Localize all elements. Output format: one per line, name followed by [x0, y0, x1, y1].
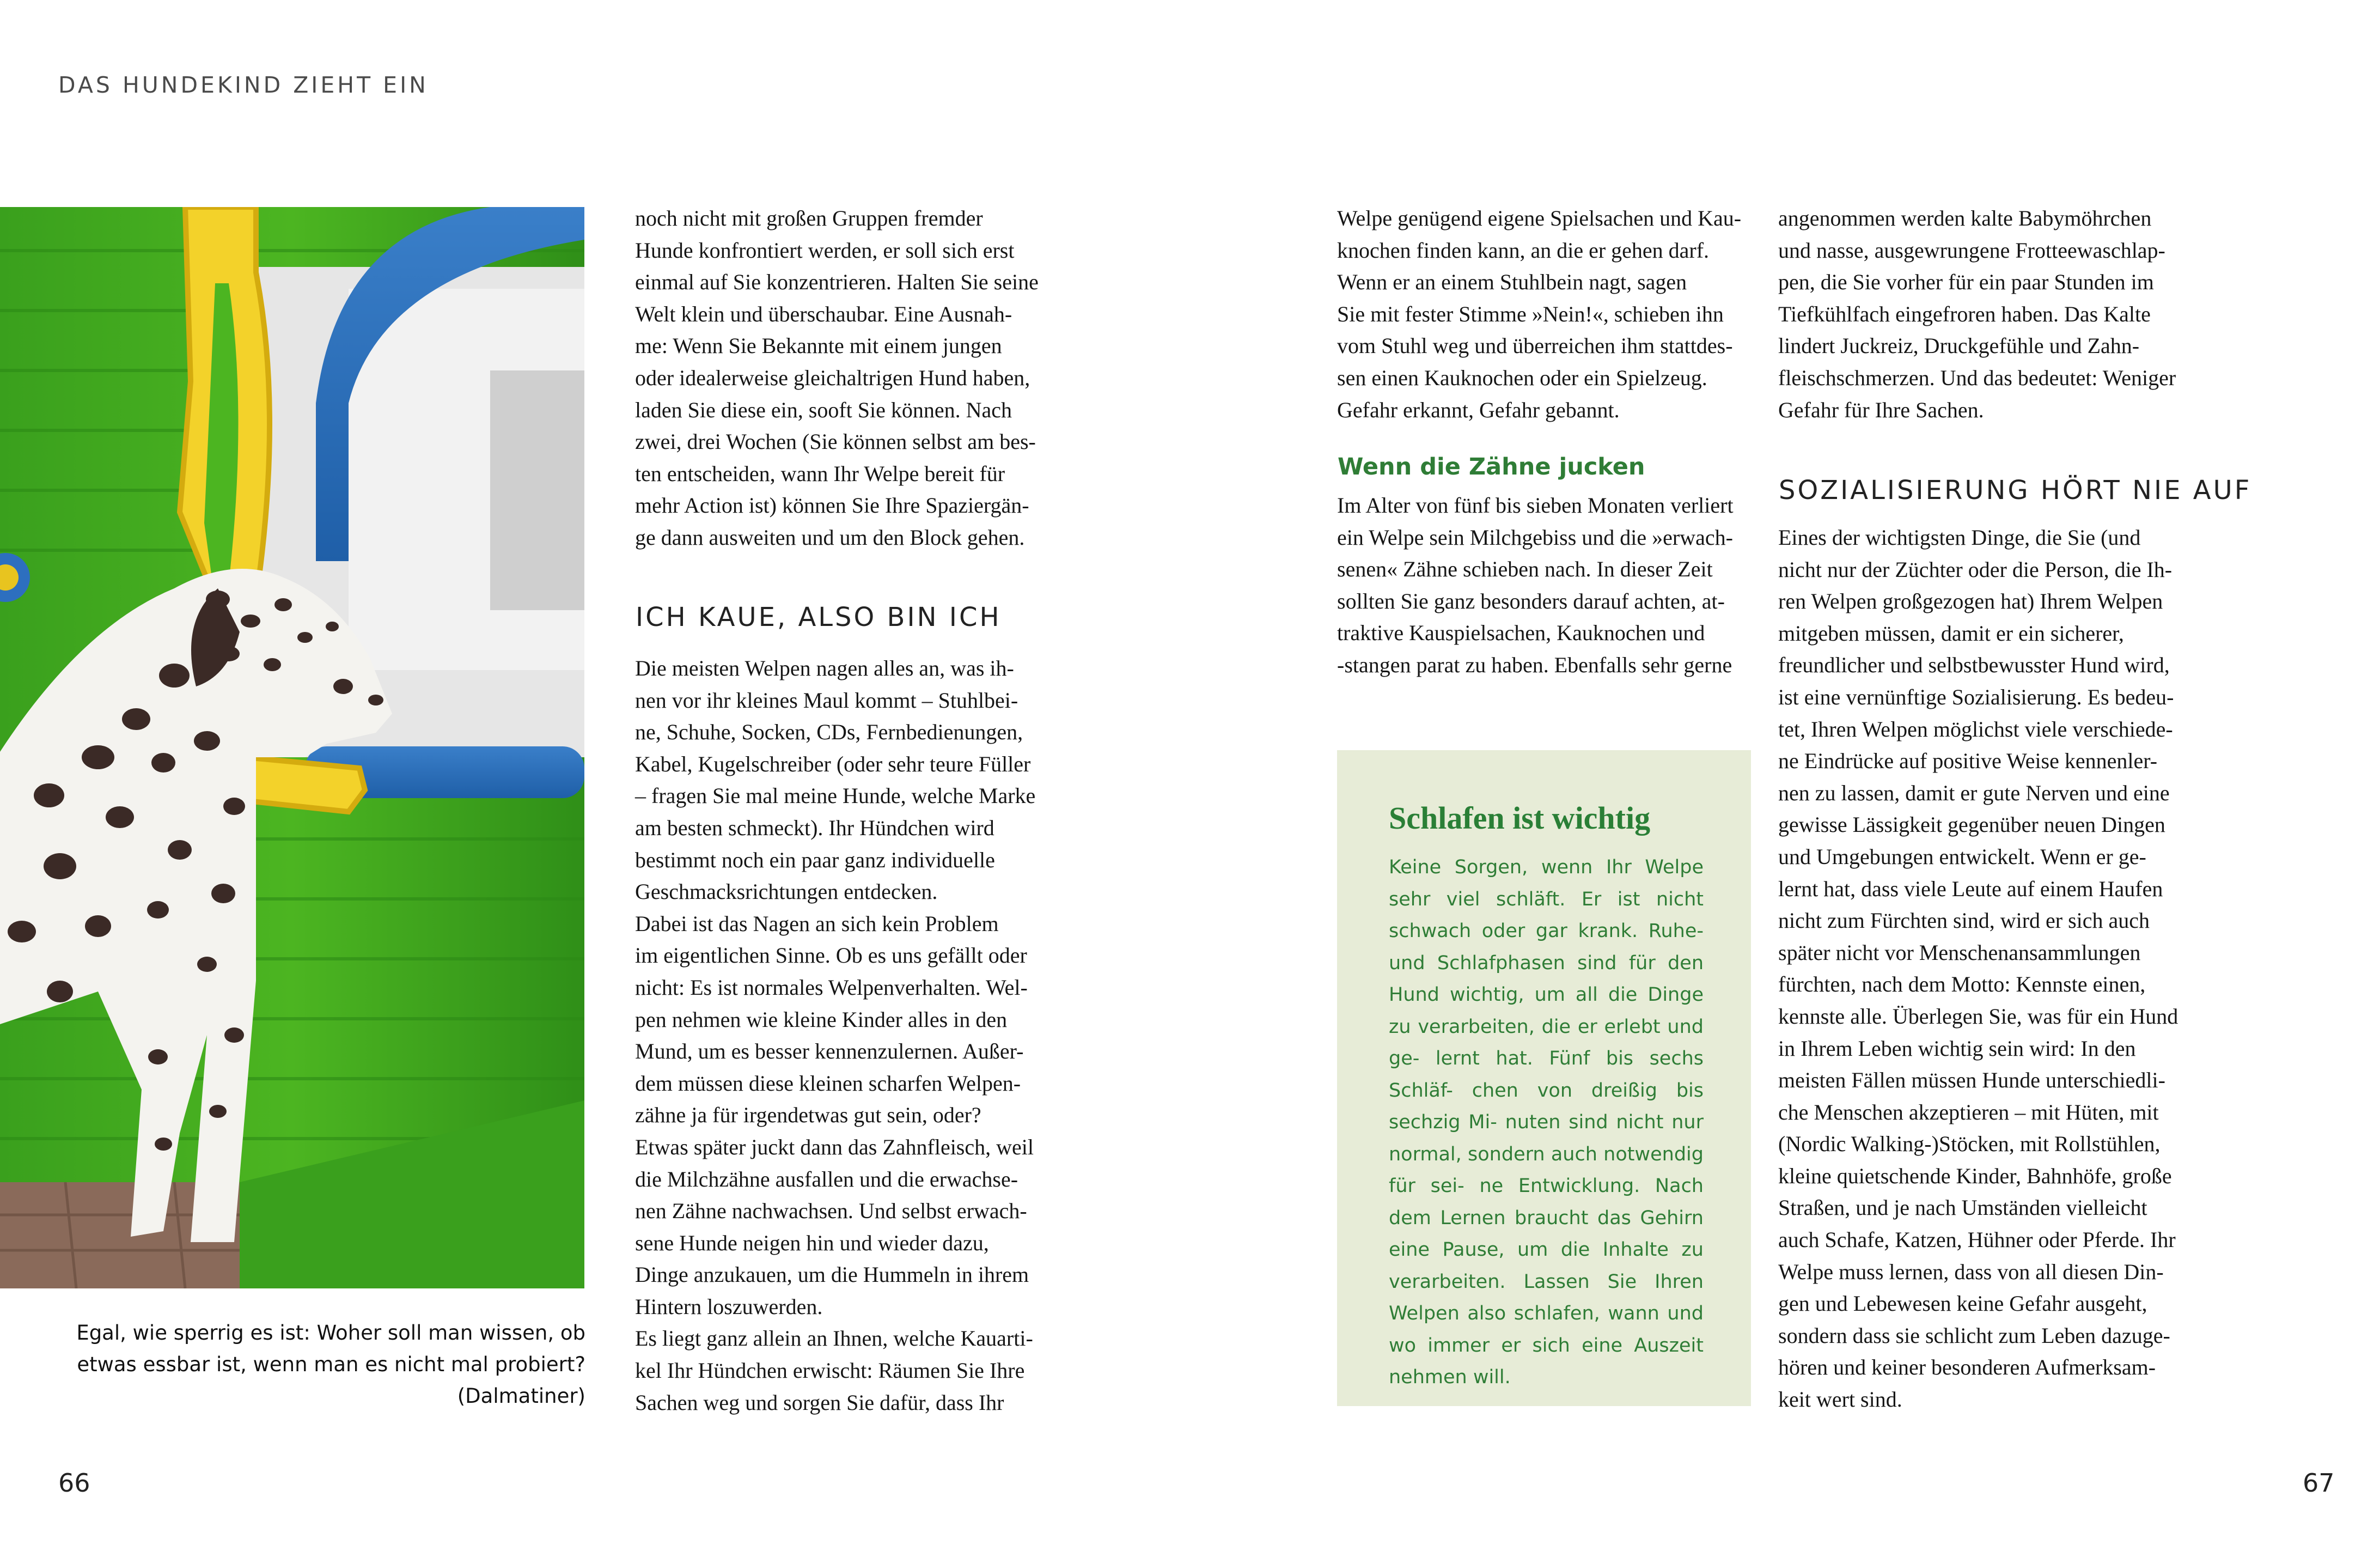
section-heading-kaue: ICH KAUE, ALSO BIN ICH: [636, 602, 1002, 632]
column-1-intro: noch nicht mit großen Gruppen fremder Hunde konfrontiert werden, er soll sich erst einmal auf Sie konzentrieren. Halten Sie seine Welt klein und überschaubar. Eine Ausnah- me: Wenn Sie Bekannte mit einem jungen oder idealerweise gleichaltrigen Hund haben, laden Sie diese ein, sooft Sie können. Nach zwei, drei Wochen (Sie können selbst am bes- ten entscheiden, wann Ihr Welpe bereit für mehr Action ist) können Sie Ihre Spaziergän- ge dann ausweiten und um den Block gehen.: [635, 206, 1039, 550]
running-head: DAS HUNDEKIND ZIEHT EIN: [58, 72, 429, 98]
column-4-body: Eines der wichtigsten Dinge, die Sie (und nicht nur der Züchter oder die Person, die Ih- ren Welpen großgezogen hat) Ihrem Welpen mitgeben müssen, damit er ein sicherer, freundlicher und selbstbewusster Hund wird, ist eine vernünftige Sozialisierung. Es bedeu- tet, Ihren Welpen möglichst viele verschiede- ne Eindrücke auf positive Weise kennenler- nen zu lassen, damit er gute Nerven und eine gewisse Lässigkeit gegenüber neuen Dingen und Umgebungen entwickelt. Wenn er ge- lernt hat, dass viele Leute auf einem Haufen nicht zum Fürchten sind, wird er sich auch später nicht vor Menschenansammlungen fürchten, nach dem Motto: Kennste einen, kennste alle. Überlegen Sie, was für ein Hund in Ihrem Leben wichtig sein wird: In den meisten Fällen müssen Hunde unterschiedli- che Menschen akzeptieren – mit Hüten, mit (Nordic Walking-)Stöcken, mit Rollstühlen, kleine quietschende Kinder, Bahnhöfe, große Straßen, und je nach Umständen vielleicht auch Schafe, Katzen, Hühner oder Pferde. Ihr Welpe muss lernen, dass von all diesen Din- gen und Lebewesen keine Gefahr ausgeht, sondern dass sie schlicht zum Leben dazuge- hören und keiner besonderen Aufmerksam- keit wert sind.: [1778, 525, 2178, 1412]
column-3-body: Im Alter von fünf bis sieben Monaten verliert ein Welpe sein Milchgebiss und die »erwach- senen« Zähne schieben nach. In dieser Zeit sollten Sie ganz besonders darauf achten, at- traktive Kauspielsachen, Kauknochen und -stangen parat zu haben. Ebenfalls sehr gerne: [1337, 493, 1734, 677]
photo-caption: Egal, wie sperrig es ist: Woher soll man wissen, ob etwas essbar ist, wenn man es nicht mal probiert? (Dalmatiner): [76, 1321, 585, 1408]
column-4-intro: angenommen werden kalte Babymöhrchen und nasse, ausgewrungene Frotteewaschlap- pen, die Sie vorher für ein paar Stunden im Tiefkühlfach eingefroren haben. Das Kalte lindert Juckreiz, Druckgefühle und Zahn- fleischschmerzen. Und das bedeutet: Weniger Gefahr für Ihre Sachen.: [1778, 206, 2176, 422]
info-box-title: Schlafen ist wichtig: [1389, 800, 1651, 836]
column-3-intro: Welpe genügend eigene Spielsachen und Kau- knochen finden kann, an die er gehen darf. Wenn er an einem Stuhlbein nagt, sagen Sie mit fester Stimme »Nein!«, schieben ihn vom Stuhl weg und überreichen ihm stattdes- sen einen Kauknochen oder ein Spielzeug. Gefahr erkannt, Gefahr gebannt.: [1337, 206, 1742, 422]
subheading-zaehne: Wenn die Zähne jucken: [1338, 453, 1645, 481]
page-number-right: 67: [2303, 1468, 2335, 1498]
column-1-body: Die meisten Welpen nagen alles an, was ih- nen vor ihr kleines Maul kommt – Stuhlbei- ne, Schuhe, Socken, CDs, Fernbedienungen, Kabel, Kugelschreiber (oder sehr teure Füller – fragen Sie mal meine Hunde, welche Marke am besten schmeckt). Ihr Hündchen wird bestimmt noch ein paar ganz individuelle Geschmacksrichtungen entdecken. Dabei ist das Nagen an sich kein Problem im eigentlichen Sinne. Ob es uns gefällt oder nicht: Es ist normales Welpenverhalten. Wel- pen nehmen wie kleine Kinder alles in den Mund, um es besser kennenzulernen. Außer- dem müssen diese kleinen scharfen Welpen- zähne ja für irgendetwas gut sein, oder? Etwas später juckt dann das Zahnfleisch, weil die Milchzähne ausfallen und die erwachse- nen Zähne nachwachsen. Und selbst erwach- sene Hunde neigen hin und wieder dazu, Dinge anzukauen, um die Hummeln in ihrem Hintern loszuwerden. Es liegt ganz allein an Ihnen, welche Kauarti- kel Ihr Hündchen erwischt: Räumen Sie Ihre Sachen weg und sorgen Sie dafür, dass Ihr: [635, 656, 1036, 1415]
page-number-left: 66: [58, 1468, 90, 1498]
info-box-text: Keine Sorgen, wenn Ihr Welpe sehr viel schläft. Er ist nicht schwach oder gar krank. Ruhe- und Schlafphasen sind für den Hund wichtig, um all die Dinge zu verarbeiten, die er erlebt und ge- lernt hat. Fünf bis sechs Schläf- chen von dreißig bis sechzig Mi- nuten sind nicht nur normal, sondern auch notwendig für sei- ne Entwicklung. Nach dem Lernen braucht das Gehirn eine Pause, um die Inhalte zu verarbeiten. Lassen Sie Ihren Welpen also schlafen, wann und wo immer er sich eine Auszeit nehmen will.: [1389, 856, 1704, 1388]
section-heading-sozialisierung: SOZIALISIERUNG HÖRT NIE AUF: [1779, 475, 2252, 506]
dalmatian-photo: [0, 207, 584, 1288]
